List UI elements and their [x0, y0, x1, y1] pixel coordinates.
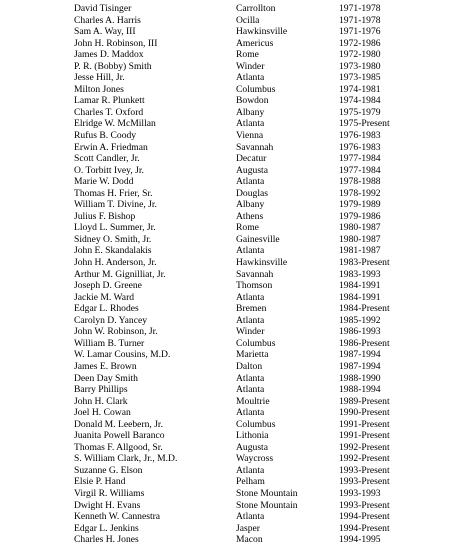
- roster-row: [0, 222, 470, 234]
- member-years: 1992-Present: [339, 441, 390, 453]
- member-name: Juanita Powell Baranco: [74, 430, 165, 442]
- member-city: Carrollton: [236, 3, 276, 14]
- roster-row: [0, 107, 470, 119]
- member-years: 1986-1993: [339, 326, 381, 338]
- roster-row: [0, 118, 470, 130]
- member-city: Ocilla: [236, 14, 260, 26]
- member-city: Atlanta: [236, 407, 265, 419]
- member-name: Jesse Hill, Jr.: [74, 72, 125, 84]
- member-city: Savannah: [236, 268, 274, 280]
- roster-row: [0, 315, 470, 327]
- member-years: 1973-1985: [339, 72, 381, 84]
- member-city: Columbus: [236, 83, 276, 95]
- member-years: 1984-1991: [339, 291, 381, 303]
- roster-row: [0, 488, 470, 500]
- member-years: 1988-1990: [339, 372, 381, 384]
- member-name: Elridge W. McMillan: [74, 118, 156, 130]
- roster-row: [0, 245, 470, 257]
- member-city: Columbus: [236, 337, 276, 349]
- roster-row: [0, 3, 470, 15]
- member-name: Elsie P. Hand: [74, 476, 126, 488]
- member-years: 1985-1992: [339, 314, 381, 326]
- member-name: Sidney O. Smith, Jr.: [74, 233, 152, 245]
- roster-row: [0, 49, 470, 61]
- roster-row: [0, 511, 470, 523]
- member-city: Rome: [236, 49, 259, 61]
- roster-row: [0, 130, 470, 142]
- member-city: Augusta: [236, 441, 268, 453]
- roster-row: [0, 523, 470, 535]
- member-name: O. Torbitt Ivey, Jr.: [74, 164, 144, 176]
- member-years: 1975-Present: [339, 118, 390, 130]
- member-years: 1993-Present: [339, 476, 390, 488]
- roster-row: [0, 72, 470, 84]
- member-years: 1974-1984: [339, 95, 381, 107]
- member-years: 1983-1993: [339, 268, 381, 280]
- member-years: 1994-1995: [339, 534, 381, 546]
- member-years: 1984-Present: [339, 303, 390, 315]
- member-years: 1981-1987: [339, 245, 381, 257]
- roster-row: [0, 326, 470, 338]
- member-city: Rome: [236, 222, 259, 234]
- member-city: Atlanta: [236, 511, 265, 523]
- member-city: Douglas: [236, 187, 268, 199]
- roster-row: [0, 26, 470, 38]
- member-city: Hawkinsville: [236, 257, 288, 269]
- member-years: 1983-Present: [339, 257, 390, 269]
- member-name: Erwin A. Friedman: [74, 141, 148, 153]
- member-name: David Tisinger: [74, 3, 132, 14]
- roster-row: [0, 373, 470, 385]
- member-years: 1986-Present: [339, 337, 390, 349]
- member-years: 1972-1980: [339, 49, 381, 61]
- member-city: Pelham: [236, 476, 265, 488]
- roster-row: [0, 500, 470, 512]
- roster-row: [0, 211, 470, 223]
- member-city: Atlanta: [236, 176, 265, 188]
- member-name: Arthur M. Gignilliat, Jr.: [74, 268, 166, 280]
- member-city: Lithonia: [236, 430, 269, 442]
- roster-row: [0, 15, 470, 27]
- member-name: William T. Divine, Jr.: [74, 199, 157, 211]
- roster-row: [0, 269, 470, 281]
- member-name: Sam A. Way, III: [74, 26, 136, 38]
- member-name: P. R. (Bobby) Smith: [74, 60, 152, 72]
- member-years: 1993-Present: [339, 464, 390, 476]
- member-years: 1973-1980: [339, 60, 381, 72]
- roster-row: [0, 142, 470, 154]
- member-name: Joel H. Cowan: [74, 407, 131, 419]
- member-years: 1974-1981: [339, 83, 381, 95]
- member-name: Carolyn D. Yancey: [74, 314, 148, 326]
- member-name: Suzanne G. Elson: [74, 464, 143, 476]
- member-city: Bremen: [236, 303, 267, 315]
- member-name: Virgil R. Williams: [74, 487, 145, 499]
- roster-row: [0, 430, 470, 442]
- member-years: 1993-1993: [339, 487, 381, 499]
- member-city: Atlanta: [236, 314, 265, 326]
- member-name: John H. Clark: [74, 395, 128, 407]
- member-name: Lamar R. Plunkett: [74, 95, 145, 107]
- roster-row: [0, 303, 470, 315]
- member-city: Americus: [236, 37, 274, 49]
- roster-row: [0, 84, 470, 96]
- member-name: Lloyd L. Summer, Jr.: [74, 222, 156, 234]
- member-name: Charles T. Oxford: [74, 106, 144, 118]
- member-city: Dalton: [236, 360, 263, 372]
- member-city: Atlanta: [236, 464, 265, 476]
- member-name: John E. Skandalakis: [74, 245, 152, 257]
- member-name: Scott Candler, Jr.: [74, 153, 140, 165]
- member-years: 1971-1976: [339, 26, 381, 38]
- member-years: 1972-1986: [339, 37, 381, 49]
- member-years: 1990-Present: [339, 407, 390, 419]
- roster-row: [0, 396, 470, 408]
- member-years: 1978-1988: [339, 176, 381, 188]
- roster-row: [0, 453, 470, 465]
- member-city: Atlanta: [236, 291, 265, 303]
- member-name: Rufus B. Coody: [74, 130, 137, 142]
- member-city: Atlanta: [236, 372, 265, 384]
- roster-row: [0, 176, 470, 188]
- member-name: Joseph D. Greene: [74, 280, 142, 292]
- member-name: John H. Robinson, III: [74, 37, 158, 49]
- member-years: 1991-Present: [339, 418, 390, 430]
- member-name: Thomas F. Allgood, Sr.: [74, 441, 163, 453]
- roster-row: [0, 234, 470, 246]
- member-city: Thomson: [236, 280, 273, 292]
- member-city: Atlanta: [236, 384, 265, 396]
- roster-row: [0, 419, 470, 431]
- member-city: Stone Mountain: [236, 487, 298, 499]
- member-years: 1987-1994: [339, 360, 381, 372]
- roster-row: [0, 257, 470, 269]
- member-city: Augusta: [236, 164, 268, 176]
- roster-row: [0, 38, 470, 50]
- member-years: 1987-1994: [339, 349, 381, 361]
- member-name: Marie W. Dodd: [74, 176, 134, 188]
- member-city: Albany: [236, 199, 265, 211]
- member-years: 1988-1994: [339, 384, 381, 396]
- roster-row: [0, 61, 470, 73]
- member-city: Jasper: [236, 522, 260, 534]
- member-city: Atlanta: [236, 245, 265, 257]
- member-years: 1993-Present: [339, 499, 390, 511]
- roster-row: [0, 199, 470, 211]
- roster-row: [0, 476, 470, 488]
- member-years: 1971-1978: [339, 14, 381, 26]
- member-name: William B. Turner: [74, 337, 145, 349]
- member-name: Charles A. Harris: [74, 14, 141, 26]
- roster-row: [0, 165, 470, 177]
- member-city: Hawkinsville: [236, 26, 288, 38]
- roster-row: [0, 292, 470, 304]
- member-city: Athens: [236, 210, 264, 222]
- member-years: 1980-1987: [339, 222, 381, 234]
- member-name: Kenneth W. Cannestra: [74, 511, 161, 523]
- member-city: Marietta: [236, 349, 269, 361]
- member-city: Gainesville: [236, 233, 280, 245]
- roster-row: [0, 361, 470, 373]
- member-name: Edgar L. Jenkins: [74, 522, 139, 534]
- member-name: Edgar L. Rhodes: [74, 303, 139, 315]
- member-city: Moultrie: [236, 395, 270, 407]
- member-city: Columbus: [236, 418, 276, 430]
- member-name: Milton Jones: [74, 83, 124, 95]
- member-years: 1975-1979: [339, 106, 381, 118]
- member-city: Decatur: [236, 153, 267, 165]
- member-years: 1977-1984: [339, 153, 381, 165]
- member-years: 1979-1989: [339, 199, 381, 211]
- roster-row: [0, 349, 470, 361]
- roster-row: [0, 188, 470, 200]
- member-years: 1979-1986: [339, 210, 381, 222]
- member-name: Julius F. Bishop: [74, 210, 136, 222]
- member-city: Winder: [236, 326, 265, 338]
- member-years: 1976-1983: [339, 141, 381, 153]
- member-name: John W. Robinson, Jr.: [74, 326, 158, 338]
- member-city: Savannah: [236, 141, 274, 153]
- member-years: 1980-1987: [339, 233, 381, 245]
- roster-row: [0, 95, 470, 107]
- member-city: Stone Mountain: [236, 499, 298, 511]
- roster-row: [0, 338, 470, 350]
- member-years: 1978-1992: [339, 187, 381, 199]
- member-city: Bowdon: [236, 95, 269, 107]
- member-roster: [0, 3, 470, 546]
- member-name: Thomas H. Frier, Sr.: [74, 187, 153, 199]
- member-name: Barry Phillips: [74, 384, 128, 396]
- member-city: Winder: [236, 60, 265, 72]
- member-years: 1991-Present: [339, 430, 390, 442]
- member-years: 1984-1991: [339, 280, 381, 292]
- roster-row: [0, 442, 470, 454]
- member-name: James E. Brown: [74, 360, 137, 372]
- member-name: Deen Day Smith: [74, 372, 138, 384]
- roster-row: [0, 384, 470, 396]
- roster-row: [0, 534, 470, 546]
- member-years: 1977-1984: [339, 164, 381, 176]
- member-city: Vienna: [236, 130, 264, 142]
- member-name: John H. Anderson, Jr.: [74, 257, 157, 269]
- member-city: Atlanta: [236, 72, 265, 84]
- member-years: 1994-Present: [339, 522, 390, 534]
- member-name: S. William Clark, Jr., M.D.: [74, 453, 178, 465]
- member-name: Charles H. Jones: [74, 534, 139, 546]
- member-years: 1994-Present: [339, 511, 390, 523]
- member-city: Waycross: [236, 453, 274, 465]
- member-years: 1971-1978: [339, 3, 381, 14]
- roster-row: [0, 153, 470, 165]
- roster-row: [0, 465, 470, 477]
- member-name: James D. Maddox: [74, 49, 144, 61]
- member-city: Macon: [236, 534, 263, 546]
- roster-row: [0, 407, 470, 419]
- member-years: 1992-Present: [339, 453, 390, 465]
- member-years: 1976-1983: [339, 130, 381, 142]
- member-name: W. Lamar Cousins, M.D.: [74, 349, 171, 361]
- roster-row: [0, 280, 470, 292]
- member-name: Dwight H. Evans: [74, 499, 141, 511]
- member-city: Albany: [236, 106, 265, 118]
- member-years: 1989-Present: [339, 395, 390, 407]
- member-city: Atlanta: [236, 118, 265, 130]
- member-name: Jackie M. Ward: [74, 291, 135, 303]
- member-name: Donald M. Leebern, Jr.: [74, 418, 163, 430]
